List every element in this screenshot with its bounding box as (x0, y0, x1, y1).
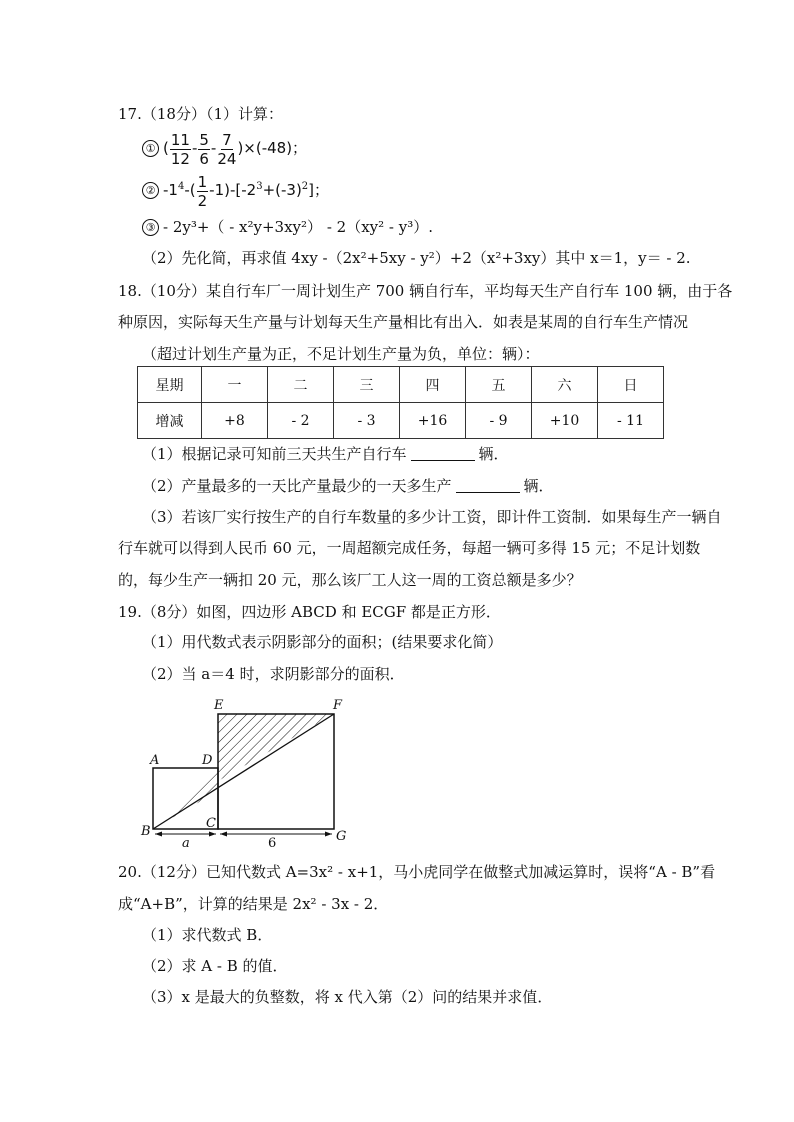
table-cell: - 2 (268, 403, 334, 439)
q20-line2: 成“A+B”，计算的结果是 2x² - 3x - 2． (118, 895, 389, 913)
production-table (137, 366, 664, 439)
table-cell: 增减 (138, 403, 202, 439)
table-cell: 一 (202, 367, 268, 403)
fraction-11-12: $\frac{11}{12}$ (170, 130, 190, 168)
table-cell: - 11 (598, 403, 664, 439)
q20-part1: （1）求代数式 B． (142, 926, 273, 944)
q17-expr2: ② $-1^4-$( $\frac{1}{2}$ $-1)-[-2^3+(-3)^2]$； (142, 170, 329, 210)
table-row-header (138, 367, 664, 403)
circled-number-1: ① (142, 140, 159, 157)
label-e: E (214, 698, 224, 713)
q20-part3: （3）x 是最大的负整数，将 x 代入第（2）问的结果并求值． (142, 988, 553, 1006)
table-cell: - 9 (466, 403, 532, 439)
shaded-triangle-upper (218, 714, 334, 781)
label-c: C (206, 816, 216, 831)
q18-part3-line2: 行车就可以得到人民币 60 元，一周超额完成任务，每超一辆可多得 15 元；不足计划数 (118, 539, 701, 557)
fraction-1-2: $\frac{1}{2}$ (197, 172, 208, 210)
label-length-a: a (182, 836, 190, 851)
circled-number-2: ② (142, 182, 159, 199)
q18-part3-line1: （3）若该厂实行按生产的自行车数量的多少计工资，即计件工资制．如果每生产一辆自 (142, 508, 722, 526)
table-cell: +16 (400, 403, 466, 439)
q19-part2: （2）当 a＝4 时，求阴影部分的面积． (142, 665, 405, 683)
q20-part2: （2）求 A - B 的值． (142, 957, 288, 975)
q17-expr3: ③ - 2y³+（ - x²y+3xy²） - 2（xy² - y³）. (142, 217, 433, 237)
table-cell: 二 (268, 367, 334, 403)
q18-part2: （2）产量最多的一天比产量最少的一天多生产 辆． (142, 477, 554, 495)
q17-part2: （2）先化简，再求值 4xy -（2x²+5xy - y²）+2（x²+3xy）其中 x＝1，y＝ - 2. (142, 249, 691, 267)
q18-line2: 种原因，实际每天生产量与计划每天生产量相比有出入．如表是某周的自行车生产情况 (118, 313, 689, 331)
label-b: B (141, 824, 151, 839)
table-cell: - 3 (334, 403, 400, 439)
table-cell: +10 (532, 403, 598, 439)
answer-blank[interactable] (456, 478, 520, 493)
table-cell: 三 (334, 367, 400, 403)
table-cell: 五 (466, 367, 532, 403)
q17-expr1: ① ( $\frac{11}{12}$ - $\frac{5}{6}$ - $\frac{7}{24}$ )×(-48)； (142, 128, 307, 168)
q19-line1: 19.（8分）如图，四边形 ABCD 和 ECGF 都是正方形． (118, 603, 501, 621)
q18-part3-line3: 的，每少生产一辆扣 20 元，那么该厂工人这一周的工资总额是多少？ (118, 571, 582, 589)
table-row-values (138, 403, 664, 439)
label-d: D (202, 753, 213, 768)
table-cell: 四 (400, 367, 466, 403)
q18-part1: （1）根据记录可知前三天共生产自行车 辆． (142, 445, 509, 463)
q19-part1: （1）用代数式表示阴影部分的面积；(结果要求化简） (142, 633, 503, 651)
fraction-5-6: $\frac{5}{6}$ (199, 130, 209, 168)
label-g: G (336, 829, 347, 844)
q20-line1: 20.（12分）已知代数式 A=3x² - x+1，马小虎同学在做整式加减运算时，误将“A - B”看 (118, 863, 716, 881)
q18-line3: （超过计划生产量为正，不足计划生产量为负，单位：辆）： (142, 345, 540, 363)
circled-number-3: ③ (142, 219, 159, 236)
table-cell: 星期 (138, 367, 202, 403)
answer-blank[interactable] (411, 446, 475, 461)
q18-line1: 18.（10分）某自行车厂一周计划生产 700 辆自行车，平均每天生产自行车 100 辆，由于各 (118, 282, 733, 300)
label-length-6: 6 (268, 836, 277, 851)
label-a: A (150, 753, 160, 768)
fraction-7-24: $\frac{7}{24}$ (217, 130, 237, 168)
label-f: F (333, 698, 343, 713)
squares-figure (140, 692, 360, 852)
table-cell: 六 (532, 367, 598, 403)
q17-heading: 17.（18分）（1）计算： (118, 105, 283, 123)
table-cell: 日 (598, 367, 664, 403)
table-cell: +8 (202, 403, 268, 439)
